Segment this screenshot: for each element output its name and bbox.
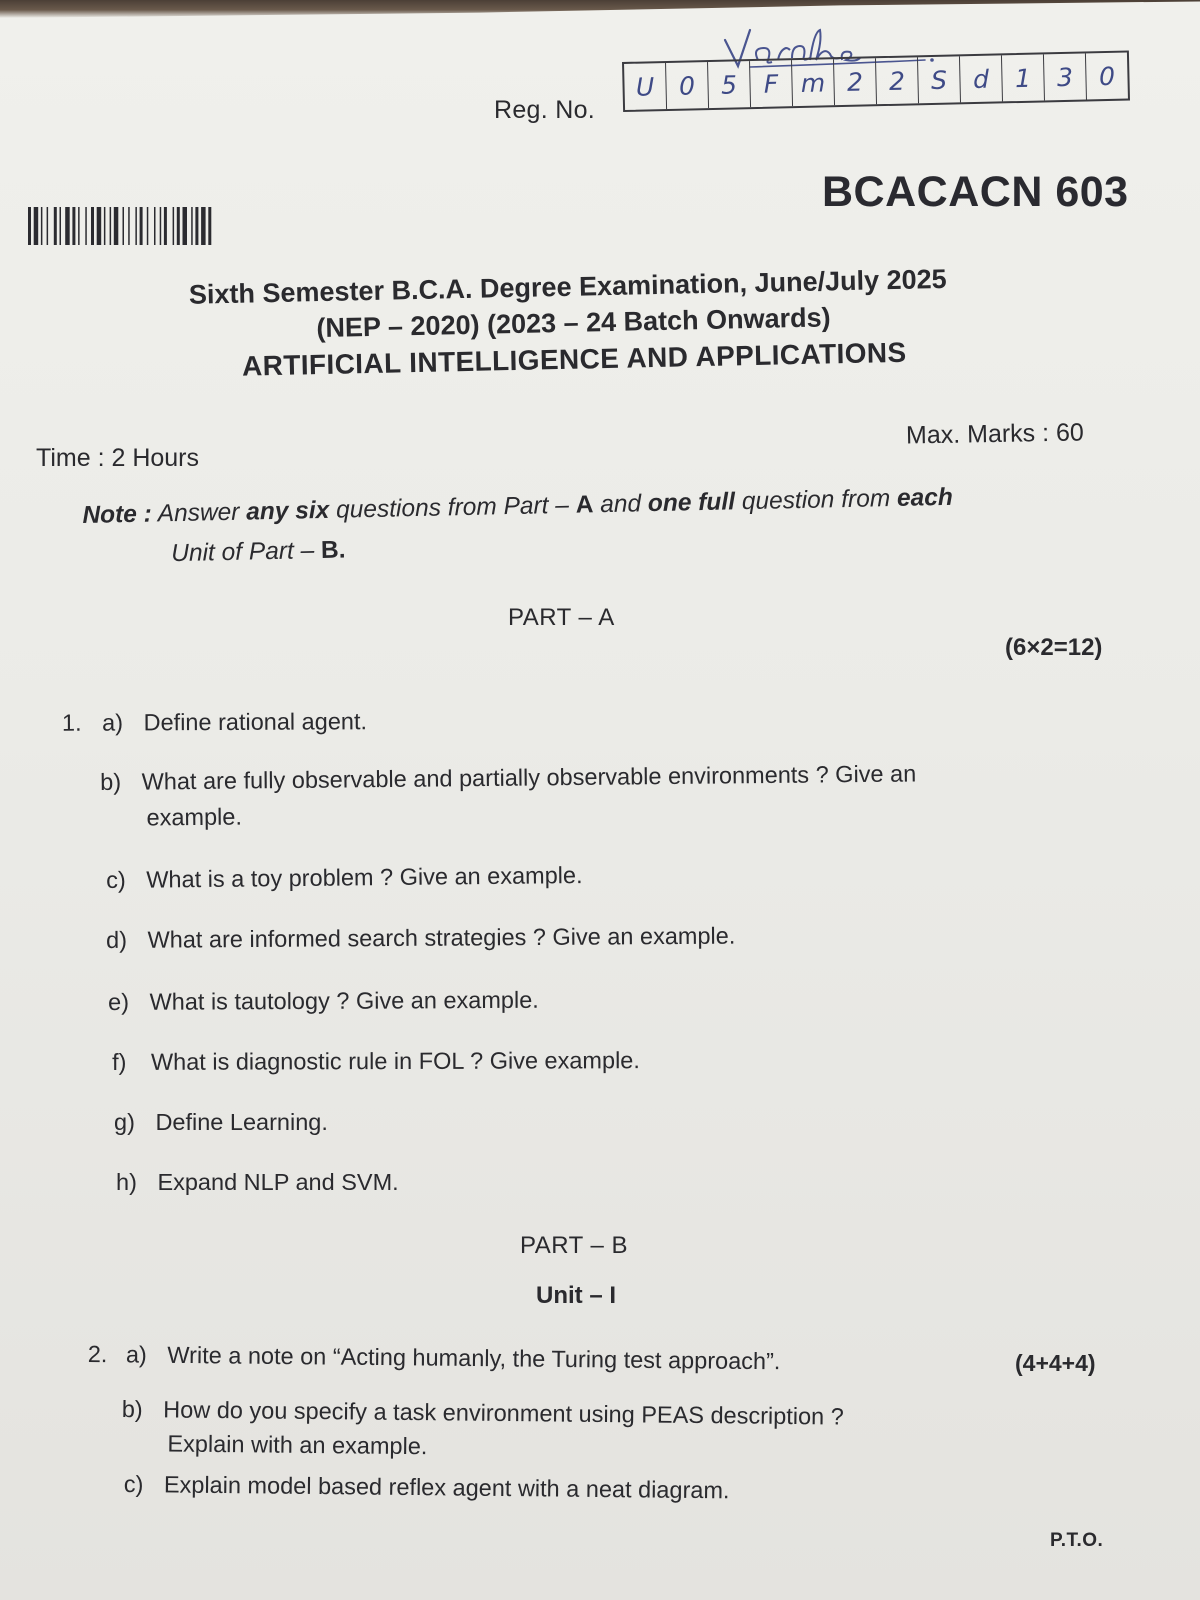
reg-no-char: 0 bbox=[666, 62, 709, 109]
note-text: Unit of Part – bbox=[170, 537, 322, 568]
barcode-bar bbox=[65, 207, 70, 245]
note-text: question from bbox=[734, 484, 898, 516]
question-label: a) bbox=[125, 1341, 147, 1368]
reg-no-char: 2 bbox=[834, 58, 877, 105]
question-label: a) bbox=[102, 709, 124, 736]
barcode-bar bbox=[147, 207, 149, 245]
reg-no-boxes bbox=[622, 50, 1130, 111]
exam-time: Time : 2 Hours bbox=[36, 444, 200, 472]
barcode-bar bbox=[47, 207, 49, 245]
part-a-heading: PART – A bbox=[508, 604, 615, 631]
note-emphasis: B. bbox=[320, 536, 346, 565]
barcode-bar bbox=[28, 207, 31, 245]
note-text: questions from Part – bbox=[328, 491, 576, 524]
question-text: Define Learning. bbox=[155, 1109, 328, 1135]
question-label: b) bbox=[121, 1395, 143, 1423]
reg-no-char: 3 bbox=[1044, 53, 1087, 100]
reg-no-char: m bbox=[792, 59, 835, 106]
question-1b bbox=[100, 755, 917, 836]
question-label: f) bbox=[112, 1048, 127, 1075]
paper-edge-shadow bbox=[0, 0, 1200, 18]
question-number: 2. bbox=[87, 1340, 108, 1368]
note-emphasis: one full bbox=[647, 488, 736, 518]
question-1e bbox=[108, 982, 539, 1020]
barcode-bar bbox=[41, 207, 43, 245]
barcode-bar bbox=[201, 207, 206, 245]
reg-no-label: Reg. No. bbox=[494, 96, 596, 124]
question-text: Expand NLP and SVM. bbox=[157, 1169, 399, 1195]
barcode-bar bbox=[91, 207, 94, 245]
barcode-bar bbox=[160, 207, 162, 245]
question-1c bbox=[106, 857, 583, 898]
paper-code: BCACACN 603 bbox=[822, 168, 1129, 216]
question-text: What is tautology ? Give an example. bbox=[149, 986, 539, 1015]
barcode-bar bbox=[104, 207, 106, 245]
barcode-icon bbox=[28, 207, 298, 245]
question-label: b) bbox=[100, 768, 122, 795]
note-text: Answer bbox=[151, 498, 247, 528]
note-emphasis: A bbox=[575, 491, 594, 519]
reg-no-char: d bbox=[960, 55, 1003, 102]
question-1g bbox=[114, 1104, 328, 1140]
note-text: and bbox=[593, 490, 649, 519]
reg-no-char: 5 bbox=[708, 61, 751, 108]
exam-title: Sixth Semester B.C.A. Degree Examination, June/July 2025 bbox=[188, 263, 947, 310]
question-2-marks: (4+4+4) bbox=[1015, 1350, 1096, 1376]
barcode-bar bbox=[72, 207, 75, 245]
note-prefix: Note : bbox=[82, 500, 153, 529]
barcode-bar bbox=[177, 207, 180, 245]
exam-header bbox=[130, 259, 1032, 388]
reg-no-char: 0 bbox=[1098, 61, 1116, 91]
reg-no-char: 2 bbox=[876, 57, 919, 104]
question-1d bbox=[106, 918, 735, 958]
question-1f bbox=[112, 1042, 640, 1080]
question-label: g) bbox=[114, 1109, 135, 1135]
question-2b bbox=[121, 1392, 844, 1468]
reg-no-char: F bbox=[750, 60, 793, 107]
question-text: Write a note on “Acting humanly, the Turing test approach”. bbox=[167, 1341, 781, 1375]
barcode-bar bbox=[78, 207, 80, 245]
barcode-bar bbox=[110, 207, 112, 245]
note-emphasis: any six bbox=[245, 496, 330, 526]
barcode-bar bbox=[123, 207, 125, 245]
question-label: h) bbox=[116, 1169, 137, 1195]
barcode-bar bbox=[85, 207, 87, 245]
question-text: What is a toy problem ? Give an example. bbox=[146, 862, 583, 893]
question-label: c) bbox=[106, 866, 126, 893]
question-number: 1. bbox=[61, 709, 82, 736]
part-a-marks: (6×2=12) bbox=[1005, 634, 1103, 661]
barcode-bar bbox=[54, 207, 57, 245]
question-text: Explain model based reflex agent with a neat diagram. bbox=[163, 1471, 730, 1504]
barcode-bar bbox=[208, 207, 211, 245]
question-text: Define rational agent. bbox=[143, 708, 368, 736]
question-1a bbox=[62, 703, 367, 741]
barcode-bar bbox=[97, 207, 102, 245]
question-text-continued: Explain with an example. bbox=[167, 1430, 428, 1460]
reg-no-char: U bbox=[624, 63, 667, 110]
barcode-bar bbox=[195, 207, 198, 245]
reg-no-char: 1 bbox=[1002, 54, 1045, 101]
question-text: What are fully observable and partially observable environments ? Give an bbox=[141, 760, 917, 795]
barcode-bar bbox=[191, 207, 193, 245]
reg-no-char: S bbox=[918, 56, 961, 103]
barcode-bar bbox=[114, 207, 119, 245]
instructions-note bbox=[82, 474, 1123, 576]
question-text: How do you specify a task environment using PEAS description ? bbox=[163, 1396, 844, 1430]
question-text: What are informed search strategies ? Give an example. bbox=[147, 922, 736, 953]
note-emphasis: each bbox=[896, 483, 954, 512]
barcode-bar bbox=[60, 207, 62, 245]
exam-batch: (NEP – 2020) (2023 – 24 Batch Onwards) bbox=[316, 302, 831, 344]
unit-heading: Unit – I bbox=[536, 1282, 617, 1309]
question-label: d) bbox=[106, 926, 128, 953]
barcode-bar bbox=[154, 207, 156, 245]
question-label: e) bbox=[108, 988, 130, 1015]
question-1h bbox=[116, 1164, 399, 1200]
barcode-bar bbox=[140, 207, 143, 245]
question-2c bbox=[124, 1466, 730, 1508]
barcode-bar bbox=[183, 207, 188, 245]
max-marks: Max. Marks : 60 bbox=[905, 418, 1085, 450]
subject-title: ARTIFICIAL INTELLIGENCE AND APPLICATIONS bbox=[241, 336, 907, 382]
barcode-bar bbox=[173, 207, 175, 245]
question-label: c) bbox=[123, 1470, 144, 1498]
barcode-bar bbox=[34, 207, 39, 245]
question-text: What is diagnostic rule in FOL ? Give example. bbox=[150, 1047, 640, 1075]
barcode-bar bbox=[128, 207, 130, 245]
barcode-bar bbox=[164, 207, 167, 245]
please-turn-over: P.T.O. bbox=[1050, 1530, 1104, 1551]
part-b-heading: PART – B bbox=[520, 1232, 629, 1259]
question-text-continued: example. bbox=[146, 803, 243, 831]
question-2a bbox=[88, 1336, 781, 1379]
barcode-bar bbox=[135, 207, 137, 245]
